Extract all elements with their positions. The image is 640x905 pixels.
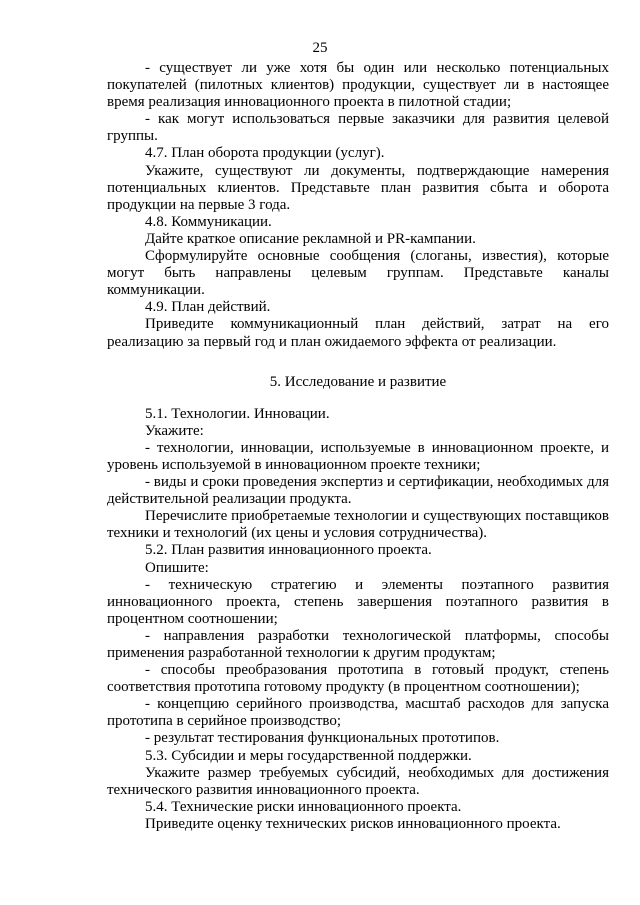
subsection-title: 5.4. Технические риски инновационного проекта. xyxy=(145,798,462,815)
list-item: - способы преобразования прототипа в готовый продукт, степень соответствия прототипа готовому продукту (в процентном соотношении); xyxy=(107,662,609,696)
paragraph: Дайте краткое описание рекламной и PR-кампании. xyxy=(145,230,476,247)
paragraph: Опишите: xyxy=(145,559,209,576)
paragraph: Перечислите приобретаемые технологии и существующих поставщиков техники и технологий (их цены и условия сотрудничества). xyxy=(107,508,609,542)
spacer xyxy=(107,351,609,374)
paragraph: Сформулируйте основные сообщения (слоганы, известия), которые могут быть направлены целевым группам. Представьте каналы коммуникации. xyxy=(107,248,609,299)
paragraph: Приведите оценку технических рисков инновационного проекта. xyxy=(145,815,561,832)
paragraph: Приведите коммуникационный план действий, затрат на его реализацию за первый год и план ожидаемого эффекта от реализации. xyxy=(107,316,609,350)
subsection-title: 4.8. Коммуникации. xyxy=(145,213,272,230)
spacer xyxy=(107,391,609,406)
paragraph: Укажите размер требуемых субсидий, необходимых для достижения технического развития инновационного проекта. xyxy=(107,764,609,798)
subsection-title: 4.7. План оборота продукции (услуг). xyxy=(145,145,385,162)
section-heading: 5. Исследование и развитие xyxy=(269,373,447,390)
subsection-title: 5.1. Технологии. Инновации. xyxy=(145,405,330,422)
paragraph: Укажите: xyxy=(145,422,204,439)
page-number: 25 xyxy=(312,40,328,56)
list-item: - концепцию серийного производства, масштаб расходов для запуска прототипа в серийное производство; xyxy=(107,696,609,730)
list-item: - техническую стратегию и элементы поэтапного развития инновационного проекта, степень завершения поэтапного развития в процентном соотношении; xyxy=(107,576,609,627)
list-item: - направления разработки технологической платформы, способы применения разработанной технологии к другим продуктам; xyxy=(107,627,609,661)
subsection-title: 5.3. Субсидии и меры государственной поддержки. xyxy=(145,747,472,764)
list-item: - виды и сроки проведения экспертиз и сертификации, необходимых для действительной реализации продукта. xyxy=(107,474,609,508)
paragraph: - существует ли уже хотя бы один или несколько потенциальных покупателей (пилотных клиентов) продукции, существует ли в настоящее время реализация инновационного проекта в пилотной стадии; xyxy=(107,60,609,111)
paragraph: Укажите, существуют ли документы, подтверждающие намерения потенциальных клиентов. Представьте план развития сбыта и оборота продукции на первые 3 года. xyxy=(107,162,609,213)
list-item: - результат тестирования функциональных прототипов. xyxy=(145,730,500,747)
document-body xyxy=(107,60,609,833)
list-item: - технологии, инновации, используемые в инновационном проекте, и уровень используемой в инновационном проекте техники; xyxy=(107,439,609,473)
subsection-title: 5.2. План развития инновационного проекта. xyxy=(145,542,432,559)
paragraph: - как могут использоваться первые заказчики для развития целевой группы. xyxy=(107,111,609,145)
subsection-title: 4.9. План действий. xyxy=(145,299,271,316)
